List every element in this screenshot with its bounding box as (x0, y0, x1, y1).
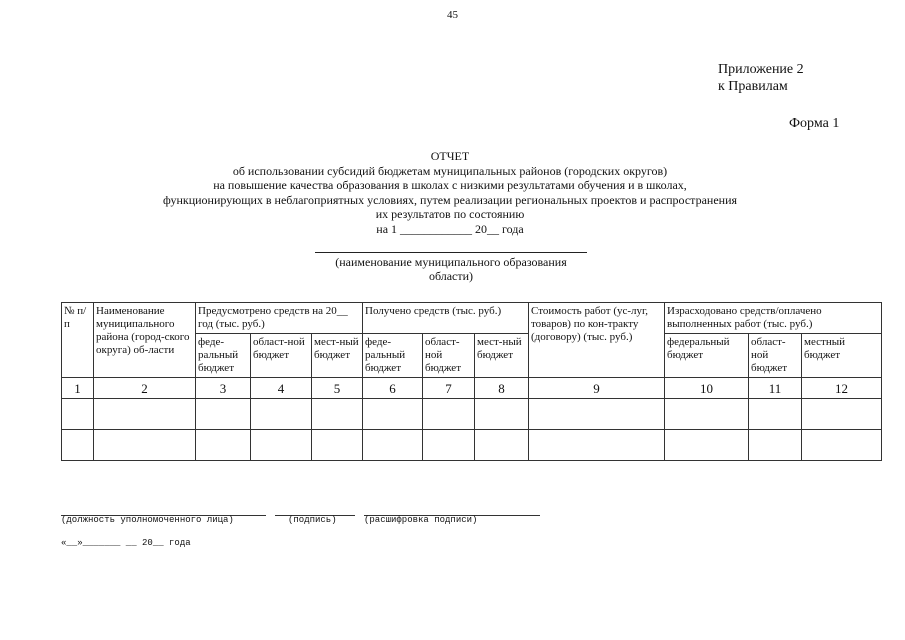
header-planned-local: мест-ный бюджет (312, 334, 363, 378)
header-spent-regional: област-ной бюджет (749, 334, 802, 378)
table-row (62, 430, 882, 461)
header-contract-cost: Стоимость работ (ус-луг, товаров) по кон-тракту (договору) (тыс. руб.) (529, 303, 665, 378)
header-received-federal: феде-ральный бюджет (363, 334, 423, 378)
table-cell (312, 430, 363, 461)
table-cell (196, 399, 251, 430)
appendix-line-2: к Правилам (718, 79, 788, 94)
column-number: 1 (62, 378, 94, 399)
header-spent-local: местный бюджет (802, 334, 882, 378)
table-cell (94, 399, 196, 430)
header-planned-regional: област-ной бюджет (251, 334, 312, 378)
table-cell (312, 399, 363, 430)
column-number: 3 (196, 378, 251, 399)
header-planned-federal: феде-ральный бюджет (196, 334, 251, 378)
column-number: 7 (423, 378, 475, 399)
report-date-line: на 1 ____________ 20__ года (376, 221, 524, 236)
report-line-2: на повышение качества образования в школах с низкими результатами обучения и в школах, (213, 178, 687, 193)
table-cell (363, 399, 423, 430)
table-cell (665, 399, 749, 430)
header-row-groups (62, 303, 882, 334)
report-line-1: об использовании субсидий бюджетам муниципальных районов (городских округов) (232, 163, 668, 178)
table-cell (749, 399, 802, 430)
column-number: 10 (665, 378, 749, 399)
form-label: Форма 1 (789, 116, 840, 131)
decoding-caption: (расшифровка подписи) (364, 515, 478, 525)
header-received-local: мест-ный бюджет (475, 334, 529, 378)
table-cell (423, 399, 475, 430)
signature-date-line: «__»_______ __ 20__ года (61, 538, 191, 548)
table-cell (423, 430, 475, 461)
table-cell (363, 430, 423, 461)
table-cell (62, 399, 94, 430)
table-cell (665, 430, 749, 461)
report-heading (140, 149, 760, 237)
report-title: ОТЧЕТ (430, 149, 470, 163)
column-number: 2 (94, 378, 196, 399)
report-line-4: их результатов по состоянию (375, 207, 525, 222)
column-number: 5 (312, 378, 363, 399)
table-cell (62, 430, 94, 461)
column-number: 12 (802, 378, 882, 399)
page-number: 45 (447, 9, 458, 21)
position-caption: (должность уполномоченного лица) (61, 515, 234, 525)
municipality-caption-line-1: (наименование муниципального образования (335, 255, 567, 269)
table-cell (802, 430, 882, 461)
appendix-line-1: Приложение 2 (718, 62, 804, 77)
report-table (61, 302, 882, 461)
table-cell (475, 399, 529, 430)
header-spent-federal: федеральный бюджет (665, 334, 749, 378)
table-cell (196, 430, 251, 461)
municipality-fill-line (315, 252, 587, 253)
table-cell (529, 399, 665, 430)
municipality-caption (315, 255, 587, 283)
column-number: 9 (529, 378, 665, 399)
table-cell (475, 430, 529, 461)
table-row (62, 399, 882, 430)
column-number: 8 (475, 378, 529, 399)
header-received: Получено средств (тыс. руб.) (363, 303, 529, 334)
appendix-note (718, 61, 804, 95)
table-cell (802, 399, 882, 430)
header-received-regional: област-ной бюджет (423, 334, 475, 378)
municipality-caption-line-2: области) (428, 269, 474, 283)
table-cell (251, 430, 312, 461)
header-planned: Предусмотрено средств на 20__ год (тыс. руб.) (196, 303, 363, 334)
signature-caption: (подпись) (288, 515, 337, 525)
column-number-row (62, 378, 882, 399)
report-line-3: функционирующих в неблагоприятных условиях, путем реализации региональных проектов и распространения (162, 192, 738, 207)
column-number: 6 (363, 378, 423, 399)
header-spent: Израсходовано средств/оплачено выполненных работ (тыс. руб.) (665, 303, 882, 334)
table-cell (749, 430, 802, 461)
table-cell (251, 399, 312, 430)
table-cell (94, 430, 196, 461)
column-number: 11 (749, 378, 802, 399)
column-number: 4 (251, 378, 312, 399)
table-cell (529, 430, 665, 461)
header-district-name: Наименование муниципального района (город-ского округа) об-ласти (94, 303, 196, 378)
header-number: № п/п (62, 303, 94, 378)
